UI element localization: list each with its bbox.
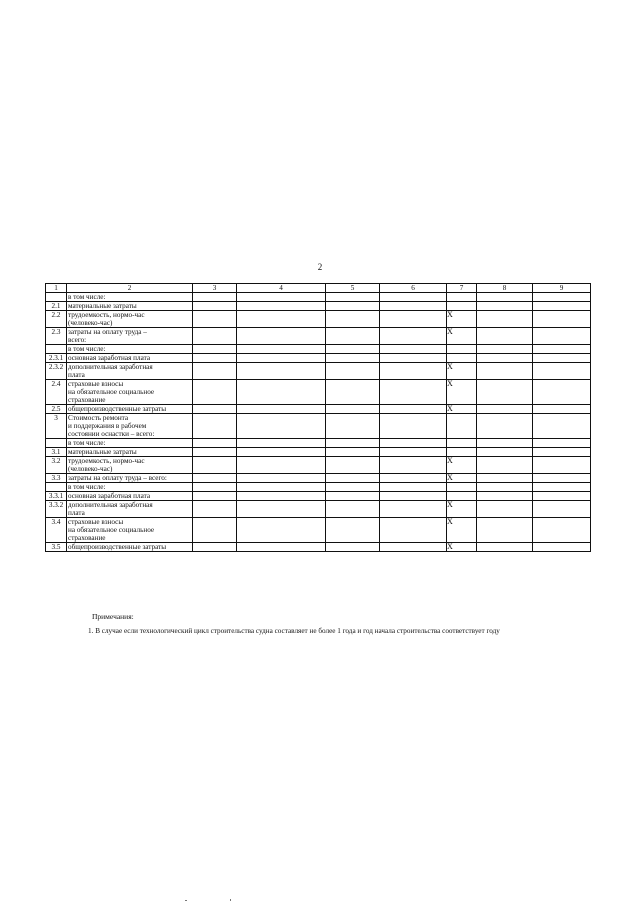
table-row — [46, 518, 591, 543]
empty-cell — [533, 293, 591, 302]
empty-cell — [326, 518, 380, 543]
empty-cell — [380, 439, 447, 448]
table-row — [46, 439, 591, 448]
row-number: 2.3.1 — [46, 354, 67, 363]
table-row — [46, 457, 591, 474]
table-row — [46, 492, 591, 501]
empty-cell — [193, 311, 237, 328]
empty-cell — [533, 405, 591, 414]
empty-cell — [193, 439, 237, 448]
empty-cell — [326, 439, 380, 448]
row-label: общепроизводственные затраты — [67, 405, 193, 414]
empty-cell — [380, 457, 447, 474]
table-row — [46, 380, 591, 405]
empty-cell — [533, 543, 591, 552]
empty-cell — [380, 328, 447, 345]
column-7-cell: X — [447, 363, 477, 380]
empty-cell — [193, 414, 237, 439]
column-header-6: 6 — [380, 284, 447, 293]
empty-cell — [237, 501, 326, 518]
column-7-cell: X — [447, 543, 477, 552]
empty-cell — [326, 293, 380, 302]
table-row — [46, 483, 591, 492]
empty-cell — [477, 293, 533, 302]
empty-cell — [237, 543, 326, 552]
empty-cell — [380, 380, 447, 405]
empty-cell — [533, 414, 591, 439]
column-7-cell: X — [447, 380, 477, 405]
empty-cell — [533, 354, 591, 363]
empty-cell — [326, 302, 380, 311]
column-7-cell: X — [447, 457, 477, 474]
empty-cell — [193, 448, 237, 457]
table-row — [46, 405, 591, 414]
empty-cell — [380, 518, 447, 543]
row-number: 2.3 — [46, 328, 67, 345]
table-row — [46, 543, 591, 552]
row-label: в том числе: — [67, 345, 193, 354]
empty-cell — [237, 439, 326, 448]
row-label: материальные затраты — [67, 302, 193, 311]
empty-cell — [477, 380, 533, 405]
column-header-4: 4 — [237, 284, 326, 293]
empty-cell — [237, 345, 326, 354]
empty-cell — [477, 543, 533, 552]
empty-cell — [237, 483, 326, 492]
empty-cell — [477, 354, 533, 363]
table-row — [46, 302, 591, 311]
empty-cell — [533, 439, 591, 448]
empty-cell — [237, 405, 326, 414]
row-label: затраты на оплату труда – всего: — [67, 328, 193, 345]
table-row — [46, 501, 591, 518]
empty-cell — [477, 457, 533, 474]
empty-cell — [326, 405, 380, 414]
notes-title: Примечания: — [92, 612, 134, 621]
empty-cell — [237, 492, 326, 501]
empty-cell — [380, 483, 447, 492]
cost-table — [45, 283, 591, 552]
empty-cell — [533, 501, 591, 518]
empty-cell — [193, 483, 237, 492]
empty-cell — [380, 293, 447, 302]
table-row — [46, 328, 591, 345]
table-row — [46, 293, 591, 302]
empty-cell — [326, 328, 380, 345]
empty-cell — [326, 448, 380, 457]
empty-cell — [477, 302, 533, 311]
empty-cell — [380, 474, 447, 483]
row-number: 2.3.2 — [46, 363, 67, 380]
row-number: 3 — [46, 414, 67, 439]
empty-cell — [326, 414, 380, 439]
column-7-cell: X — [447, 311, 477, 328]
row-label: общепроизводственные затраты — [67, 543, 193, 552]
row-label: затраты на оплату труда – всего: — [67, 474, 193, 483]
column-7-cell — [447, 354, 477, 363]
empty-cell — [237, 302, 326, 311]
empty-cell — [477, 483, 533, 492]
empty-cell — [326, 354, 380, 363]
row-number: 3.1 — [46, 448, 67, 457]
row-number — [46, 439, 67, 448]
column-header-5: 5 — [326, 284, 380, 293]
table-row — [46, 474, 591, 483]
column-7-cell: X — [447, 405, 477, 414]
table-row — [46, 448, 591, 457]
table-header-row — [46, 284, 591, 293]
row-label: в том числе: — [67, 439, 193, 448]
row-number — [46, 345, 67, 354]
row-number: 3.2 — [46, 457, 67, 474]
table-row — [46, 363, 591, 380]
column-7-cell: X — [447, 518, 477, 543]
empty-cell — [193, 363, 237, 380]
empty-cell — [380, 448, 447, 457]
empty-cell — [533, 457, 591, 474]
column-header-1: 1 — [46, 284, 67, 293]
empty-cell — [533, 380, 591, 405]
row-number: 3.3.1 — [46, 492, 67, 501]
empty-cell — [193, 518, 237, 543]
column-7-cell — [447, 483, 477, 492]
empty-cell — [237, 448, 326, 457]
empty-cell — [326, 483, 380, 492]
row-label: Стоимость ремонта и поддержания в рабочем состоянии оснастки – всего: — [67, 414, 193, 439]
empty-cell — [326, 543, 380, 552]
empty-cell — [477, 328, 533, 345]
empty-cell — [477, 501, 533, 518]
empty-cell — [326, 311, 380, 328]
empty-cell — [193, 354, 237, 363]
row-label: трудоемкость, нормо-час (человеко-час) — [67, 311, 193, 328]
empty-cell — [380, 414, 447, 439]
empty-cell — [326, 492, 380, 501]
empty-cell — [193, 457, 237, 474]
row-label: основная заработная плата — [67, 354, 193, 363]
empty-cell — [193, 345, 237, 354]
empty-cell — [533, 363, 591, 380]
column-header-2: 2 — [67, 284, 193, 293]
empty-cell — [326, 501, 380, 518]
empty-cell — [533, 483, 591, 492]
empty-cell — [237, 311, 326, 328]
empty-cell — [237, 354, 326, 363]
table-body — [46, 293, 591, 552]
column-7-cell — [447, 345, 477, 354]
empty-cell — [477, 448, 533, 457]
empty-cell — [237, 380, 326, 405]
empty-cell — [193, 302, 237, 311]
column-7-cell — [447, 448, 477, 457]
empty-cell — [193, 405, 237, 414]
empty-cell — [477, 311, 533, 328]
empty-cell — [380, 311, 447, 328]
empty-cell — [477, 363, 533, 380]
empty-cell — [193, 501, 237, 518]
empty-cell — [326, 474, 380, 483]
empty-cell — [533, 311, 591, 328]
empty-cell — [477, 405, 533, 414]
empty-cell — [533, 518, 591, 543]
empty-cell — [326, 457, 380, 474]
empty-cell — [193, 543, 237, 552]
empty-cell — [237, 518, 326, 543]
empty-cell — [237, 328, 326, 345]
row-label: трудоемкость, нормо-час (человеко-час) — [67, 457, 193, 474]
empty-cell — [477, 345, 533, 354]
empty-cell — [380, 302, 447, 311]
empty-cell — [477, 414, 533, 439]
empty-cell — [533, 328, 591, 345]
column-7-cell — [447, 414, 477, 439]
empty-cell — [477, 518, 533, 543]
empty-cell — [193, 328, 237, 345]
empty-cell — [326, 363, 380, 380]
row-number — [46, 293, 67, 302]
row-label: материальные затраты — [67, 448, 193, 457]
scan-speck — [230, 899, 231, 901]
empty-cell — [237, 293, 326, 302]
row-label: в том числе: — [67, 293, 193, 302]
row-label: основная заработная плата — [67, 492, 193, 501]
empty-cell — [326, 345, 380, 354]
table-row — [46, 345, 591, 354]
empty-cell — [380, 501, 447, 518]
row-label: страховые взносы на обязательное социальное страхование — [67, 518, 193, 543]
scan-speck — [185, 900, 187, 901]
empty-cell — [237, 363, 326, 380]
empty-cell — [477, 492, 533, 501]
column-7-cell — [447, 439, 477, 448]
empty-cell — [237, 414, 326, 439]
empty-cell — [380, 405, 447, 414]
column-header-8: 8 — [477, 284, 533, 293]
table-row — [46, 311, 591, 328]
column-header-7: 7 — [447, 284, 477, 293]
row-number — [46, 483, 67, 492]
column-7-cell: X — [447, 328, 477, 345]
column-7-cell: X — [447, 474, 477, 483]
row-number: 3.5 — [46, 543, 67, 552]
empty-cell — [477, 439, 533, 448]
empty-cell — [193, 380, 237, 405]
empty-cell — [533, 492, 591, 501]
row-number: 3.4 — [46, 518, 67, 543]
row-label: страховые взносы на обязательное социальное страхование — [67, 380, 193, 405]
row-label: дополнительная заработная плата — [67, 363, 193, 380]
empty-cell — [533, 345, 591, 354]
row-number: 3.3.2 — [46, 501, 67, 518]
empty-cell — [193, 474, 237, 483]
empty-cell — [380, 354, 447, 363]
empty-cell — [193, 492, 237, 501]
row-label: дополнительная заработная плата — [67, 501, 193, 518]
column-7-cell: X — [447, 501, 477, 518]
column-7-cell — [447, 302, 477, 311]
empty-cell — [533, 302, 591, 311]
empty-cell — [380, 492, 447, 501]
empty-cell — [237, 474, 326, 483]
column-7-cell — [447, 293, 477, 302]
row-label: в том числе: — [67, 483, 193, 492]
row-number: 2.1 — [46, 302, 67, 311]
empty-cell — [380, 345, 447, 354]
empty-cell — [326, 380, 380, 405]
empty-cell — [477, 474, 533, 483]
table-row — [46, 354, 591, 363]
column-header-9: 9 — [533, 284, 591, 293]
empty-cell — [533, 474, 591, 483]
table-row — [46, 414, 591, 439]
empty-cell — [380, 543, 447, 552]
empty-cell — [193, 293, 237, 302]
empty-cell — [533, 448, 591, 457]
row-number: 2.4 — [46, 380, 67, 405]
row-number: 2.5 — [46, 405, 67, 414]
empty-cell — [380, 363, 447, 380]
column-7-cell — [447, 492, 477, 501]
page-number: 2 — [317, 262, 323, 272]
notes-item-1: 1. В случае если технологический цикл строительства судна составляет не более 1 года и год начала строительства соответствует году — [88, 627, 500, 635]
column-header-3: 3 — [193, 284, 237, 293]
row-number: 3.3 — [46, 474, 67, 483]
row-number: 2.2 — [46, 311, 67, 328]
empty-cell — [237, 457, 326, 474]
